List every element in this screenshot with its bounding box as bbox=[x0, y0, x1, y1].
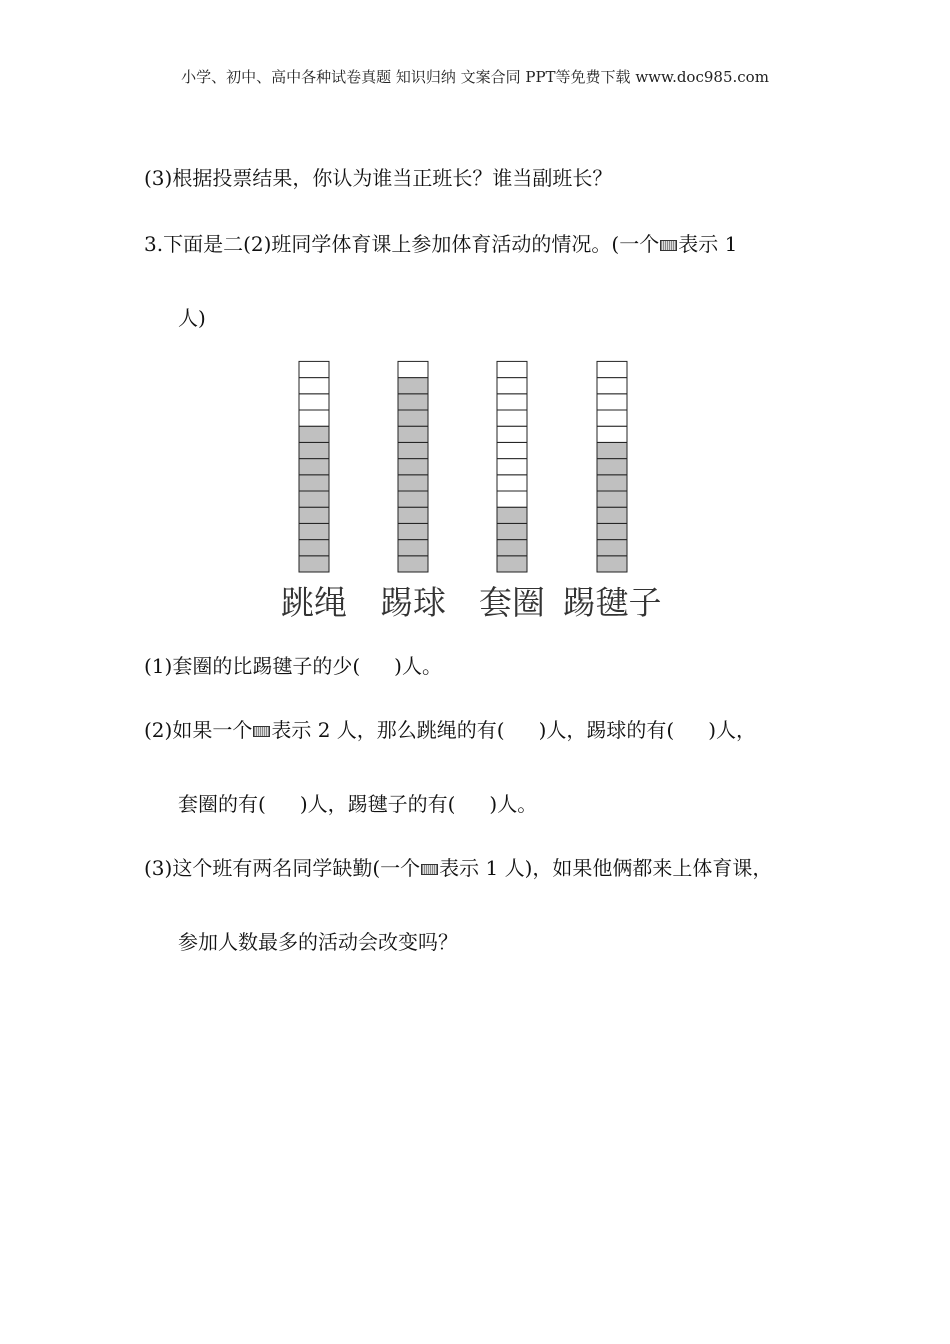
bar-cell-empty bbox=[597, 361, 627, 377]
bar-cell-empty bbox=[398, 361, 428, 377]
category-label: 套圈 bbox=[479, 583, 545, 620]
bar-cell-empty bbox=[497, 491, 527, 507]
bar-cell-empty bbox=[497, 361, 527, 377]
bar-cell-empty bbox=[497, 442, 527, 458]
bar-cell-filled bbox=[497, 507, 527, 523]
bar-cell-empty bbox=[497, 394, 527, 410]
activity-bar-chart bbox=[270, 360, 690, 620]
part-2-text-d: )人， bbox=[708, 718, 757, 742]
part-2-text-f: )人，踢毽子的有( bbox=[299, 792, 456, 816]
category-label: 跳绳 bbox=[281, 583, 347, 620]
part-2-text-a: (2)如果一个 bbox=[144, 718, 253, 742]
question-3-part-2-cont bbox=[178, 788, 537, 817]
bar-cell-filled bbox=[597, 540, 627, 556]
bar-cell-filled bbox=[597, 475, 627, 491]
question-3-intro bbox=[144, 228, 737, 257]
bar-cell-filled bbox=[299, 442, 329, 458]
bar-cell-filled bbox=[299, 475, 329, 491]
bar-cell-filled bbox=[497, 556, 527, 572]
part-3-text-b: 表示 1 人)，如果他俩都来上体育课， bbox=[439, 856, 773, 880]
part-3-text-a: (3)这个班有两名同学缺勤(一个 bbox=[144, 856, 421, 880]
bar-cell-filled bbox=[398, 378, 428, 394]
bar-cell-filled bbox=[398, 410, 428, 426]
bar-cell-empty bbox=[299, 394, 329, 410]
bar-cell-filled bbox=[597, 507, 627, 523]
category-label: 踢毽子 bbox=[562, 583, 662, 620]
bar-cell-filled bbox=[299, 459, 329, 475]
square-unit-icon bbox=[253, 726, 270, 737]
part-1-text-a: (1)套圈的比踢毽子的少( bbox=[144, 654, 361, 678]
part-1-text-b: )人。 bbox=[394, 654, 442, 678]
bar-cell-empty bbox=[299, 361, 329, 377]
page-header: 小学、初中、高中各种试卷真题 知识归纳 文案合同 PPT等免费下载 www.doc985.com bbox=[181, 68, 769, 86]
intro-text-b: 表示 1 bbox=[678, 232, 738, 256]
intro-text-a: 3.下面是二(2)班同学体育课上参加体育活动的情况。(一个 bbox=[144, 232, 660, 256]
bar-cell-filled bbox=[299, 540, 329, 556]
bar-cell-empty bbox=[497, 410, 527, 426]
part-2-text-b: 表示 2 人，那么跳绳的有( bbox=[271, 718, 505, 742]
bar-cell-filled bbox=[398, 394, 428, 410]
bar-cell-filled bbox=[597, 556, 627, 572]
bar-cell-filled bbox=[597, 459, 627, 475]
bar-cell-empty bbox=[597, 378, 627, 394]
bar-cell-empty bbox=[299, 378, 329, 394]
bar-cell-filled bbox=[398, 475, 428, 491]
question-3-part-3-cont: 参加人数最多的活动会改变吗？ bbox=[178, 930, 458, 954]
bar-cell-filled bbox=[597, 442, 627, 458]
bar-2 bbox=[398, 361, 428, 572]
square-unit-icon bbox=[421, 864, 438, 875]
part-2-text-g: )人。 bbox=[489, 792, 538, 816]
bar-cell-filled bbox=[398, 491, 428, 507]
bar-cell-empty bbox=[597, 426, 627, 442]
square-unit-icon bbox=[660, 240, 677, 251]
bar-cell-filled bbox=[398, 459, 428, 475]
category-label: 踢球 bbox=[380, 583, 446, 620]
question-3-part-1 bbox=[144, 650, 442, 679]
bar-cell-filled bbox=[497, 540, 527, 556]
bar-cell-empty bbox=[597, 394, 627, 410]
bar-cell-empty bbox=[597, 410, 627, 426]
bar-cell-empty bbox=[497, 459, 527, 475]
bar-1 bbox=[299, 361, 329, 572]
bar-cell-filled bbox=[597, 523, 627, 539]
part-2-text-e: 套圈的有( bbox=[178, 792, 266, 816]
bar-3 bbox=[497, 361, 527, 572]
bar-cell-empty bbox=[497, 426, 527, 442]
bar-4 bbox=[597, 361, 627, 572]
bar-cell-filled bbox=[299, 426, 329, 442]
bar-cell-filled bbox=[299, 507, 329, 523]
bar-cell-empty bbox=[299, 410, 329, 426]
bar-cell-filled bbox=[398, 507, 428, 523]
bar-cell-filled bbox=[398, 556, 428, 572]
question-3-part-3 bbox=[144, 852, 772, 881]
part-2-text-c: )人，踢球的有( bbox=[538, 718, 675, 742]
question-2-part-3: (3)根据投票结果，你认为谁当正班长？谁当副班长？ bbox=[144, 166, 613, 190]
question-3-part-2 bbox=[144, 714, 756, 743]
bar-cell-filled bbox=[398, 442, 428, 458]
bar-cell-filled bbox=[398, 523, 428, 539]
bar-cell-filled bbox=[398, 426, 428, 442]
question-3-intro-cont: 人) bbox=[178, 306, 206, 330]
bar-cell-filled bbox=[398, 540, 428, 556]
bar-cell-empty bbox=[497, 378, 527, 394]
bar-cell-filled bbox=[497, 523, 527, 539]
bar-cell-empty bbox=[497, 475, 527, 491]
bar-cell-filled bbox=[299, 523, 329, 539]
bar-cell-filled bbox=[299, 491, 329, 507]
bar-cell-filled bbox=[299, 556, 329, 572]
bar-cell-filled bbox=[597, 491, 627, 507]
